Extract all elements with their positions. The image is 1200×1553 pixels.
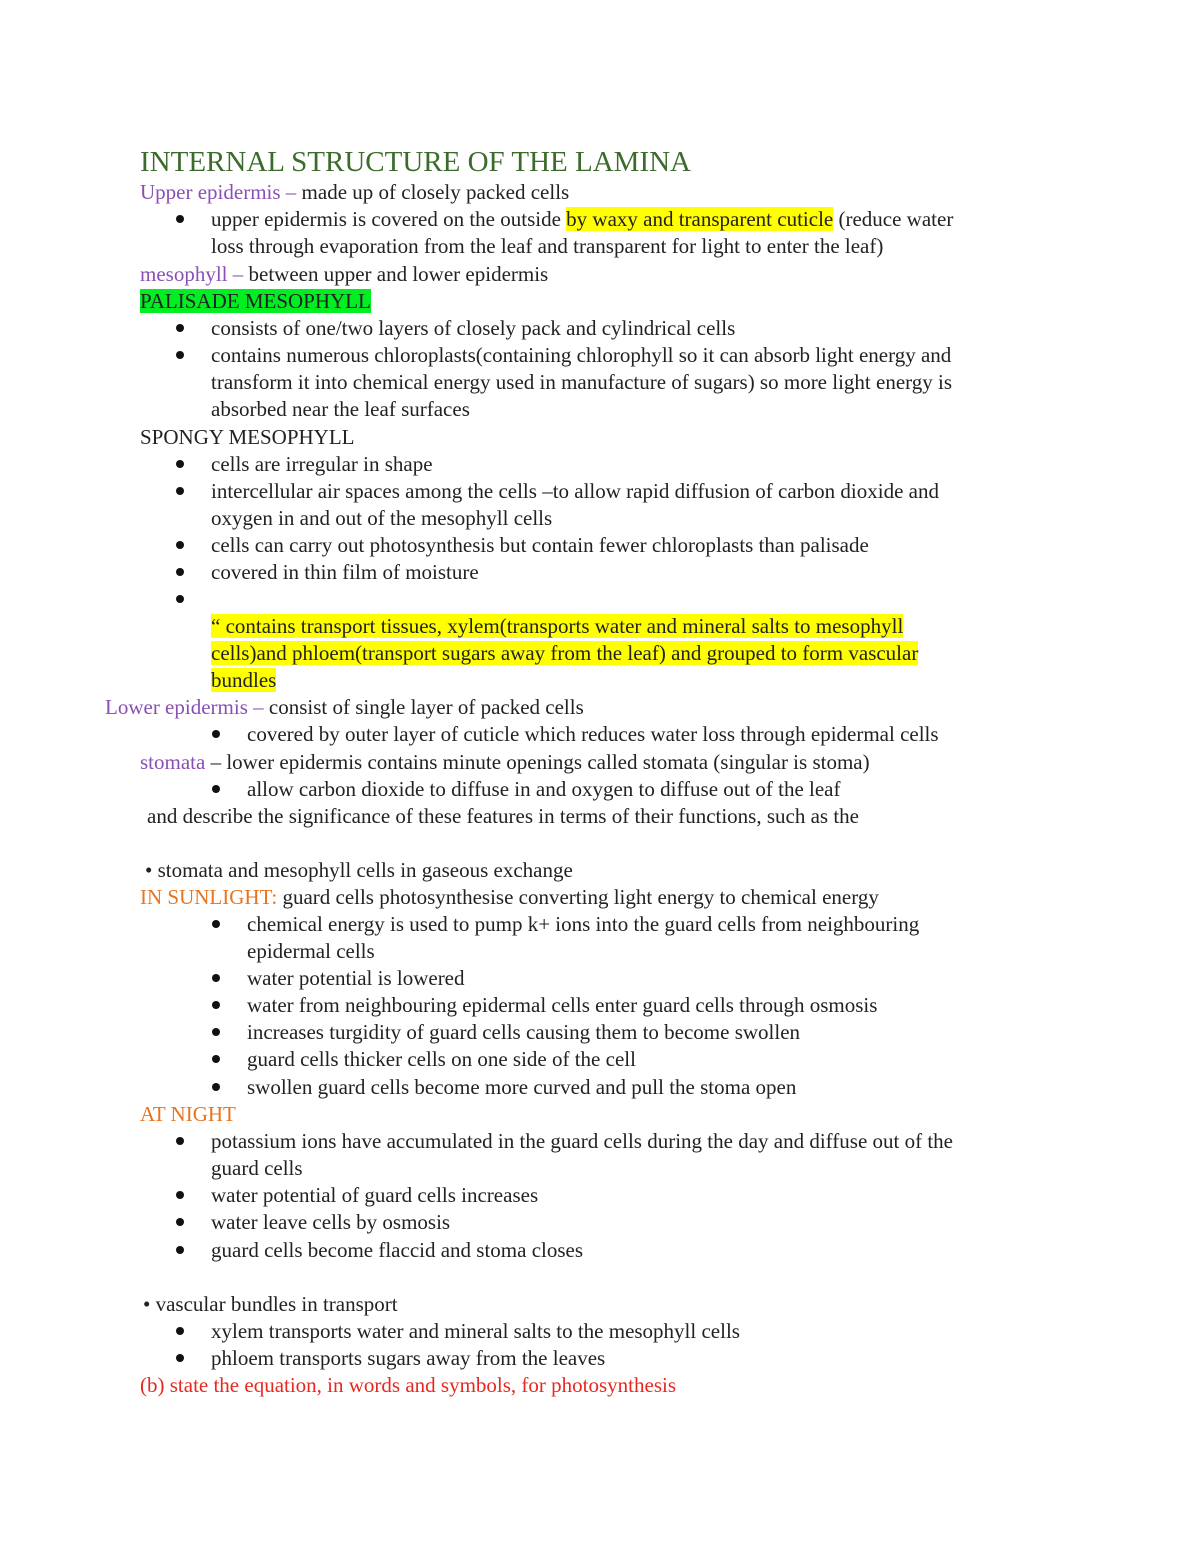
list-item: potassium ions have accumulated in the guard cells during the day and diffuse out of the bbox=[211, 1129, 954, 1153]
list-item: allow carbon dioxide to diffuse in and oxygen to diffuse out of the leaf bbox=[247, 777, 841, 801]
list-item: water leave cells by osmosis bbox=[211, 1210, 451, 1234]
bullet-icon bbox=[176, 324, 184, 332]
bullet-icon bbox=[212, 1028, 220, 1036]
bullet-icon bbox=[212, 1083, 220, 1091]
bullet-icon bbox=[176, 541, 184, 549]
gaseous-exchange-heading: • stomata and mesophyll cells in gaseous exchange bbox=[145, 858, 573, 882]
list-item: xylem transports water and mineral salts to the mesophyll cells bbox=[211, 1319, 740, 1343]
bullet-icon bbox=[176, 1218, 184, 1226]
list-item: covered in thin film of moisture bbox=[211, 560, 479, 584]
bullet-icon bbox=[176, 568, 184, 576]
quote-line bbox=[211, 613, 903, 639]
bullet-icon bbox=[176, 460, 184, 468]
list-item: water potential is lowered bbox=[247, 966, 465, 990]
list-item: guard cells become flaccid and stoma closes bbox=[211, 1238, 584, 1262]
bullet-icon bbox=[212, 1001, 220, 1009]
vascular-heading: • vascular bundles in transport bbox=[143, 1292, 398, 1316]
list-item-continuation: loss through evaporation from the leaf and transparent for light to enter the leaf) bbox=[211, 234, 884, 258]
upper-epidermis-line bbox=[140, 179, 569, 205]
list-item: water potential of guard cells increases bbox=[211, 1183, 539, 1207]
list-item: phloem transports sugars away from the leaves bbox=[211, 1346, 606, 1370]
upper-bullet-text: upper epidermis is covered on the outside bbox=[211, 207, 567, 231]
list-item: guard cells thicker cells on one side of the cell bbox=[247, 1047, 636, 1071]
spongy-heading: SPONGY MESOPHYLL bbox=[140, 425, 355, 449]
upper-epidermis-desc: made up of closely packed cells bbox=[296, 180, 570, 204]
mesophyll-term: mesophyll – bbox=[140, 262, 244, 286]
bullet-icon bbox=[176, 1354, 184, 1362]
cuticle-highlight: by waxy and transparent cuticle bbox=[566, 207, 834, 231]
sunlight-desc: guard cells photosynthesise converting light energy to chemical energy bbox=[277, 885, 879, 909]
question-line: (b) state the equation, in words and symbols, for photosynthesis bbox=[140, 1373, 677, 1397]
bullet-icon bbox=[176, 215, 184, 223]
stomata-line bbox=[140, 749, 870, 775]
mesophyll-desc: between upper and lower epidermis bbox=[243, 262, 549, 286]
sunlight-term: IN SUNLIGHT: bbox=[140, 885, 278, 909]
list-item: covered by outer layer of cuticle which reduces water loss through epidermal cells bbox=[247, 722, 939, 746]
sunlight-line bbox=[140, 884, 879, 910]
palisade-heading-line bbox=[140, 288, 371, 314]
palisade-heading: PALISADE MESOPHYLL bbox=[140, 289, 371, 313]
mesophyll-line bbox=[140, 261, 548, 287]
list-item: intercellular air spaces among the cells –to allow rapid diffusion of carbon dioxide and bbox=[211, 479, 939, 503]
upper-bullet-text-end: (reduce water bbox=[833, 207, 954, 231]
describe-line: and describe the significance of these features in terms of their functions, such as the bbox=[147, 804, 860, 828]
lower-epidermis-line bbox=[105, 694, 584, 720]
quote-line bbox=[211, 667, 276, 693]
lower-epidermis-desc: consist of single layer of packed cells bbox=[263, 695, 584, 719]
bullet-icon bbox=[212, 974, 220, 982]
upper-epidermis-term: Upper epidermis – bbox=[140, 180, 297, 204]
bullet-icon bbox=[212, 1055, 220, 1063]
list-item-continuation: absorbed near the leaf surfaces bbox=[211, 397, 470, 421]
list-item: increases turgidity of guard cells causing them to become swollen bbox=[247, 1020, 801, 1044]
list-item-continuation: transform it into chemical energy used in manufacture of sugars) so more light energy is bbox=[211, 370, 953, 394]
bullet-icon bbox=[212, 920, 220, 928]
stomata-desc: – lower epidermis contains minute openings called stomata (singular is stoma) bbox=[205, 750, 870, 774]
lower-epidermis-term: Lower epidermis – bbox=[105, 695, 264, 719]
bullet-icon bbox=[176, 595, 184, 603]
list-item: swollen guard cells become more curved and pull the stoma open bbox=[247, 1075, 797, 1099]
list-item: cells can carry out photosynthesis but contain fewer chloroplasts than palisade bbox=[211, 533, 869, 557]
bullet-icon bbox=[176, 487, 184, 495]
bullet-icon bbox=[176, 1191, 184, 1199]
bullet-icon bbox=[212, 785, 220, 793]
transport-highlight: bundles bbox=[211, 668, 277, 692]
list-item: contains numerous chloroplasts(containing chlorophyll so it can absorb light energy and bbox=[211, 343, 952, 367]
bullet-icon bbox=[212, 730, 220, 738]
bullet-icon bbox=[176, 351, 184, 359]
list-item-continuation: guard cells bbox=[211, 1156, 303, 1180]
list-item-continuation: epidermal cells bbox=[247, 939, 375, 963]
bullet-icon bbox=[176, 1327, 184, 1335]
list-item bbox=[211, 206, 953, 232]
list-item: chemical energy is used to pump k+ ions into the guard cells from neighbouring bbox=[247, 912, 920, 936]
page-title: INTERNAL STRUCTURE OF THE LAMINA bbox=[140, 146, 691, 178]
list-item: consists of one/two layers of closely pack and cylindrical cells bbox=[211, 316, 736, 340]
quote-line bbox=[211, 640, 918, 666]
night-heading: AT NIGHT bbox=[140, 1102, 236, 1126]
list-item: water from neighbouring epidermal cells enter guard cells through osmosis bbox=[247, 993, 878, 1017]
list-item: cells are irregular in shape bbox=[211, 452, 433, 476]
bullet-icon bbox=[176, 1137, 184, 1145]
list-item-continuation: oxygen in and out of the mesophyll cells bbox=[211, 506, 553, 530]
stomata-term: stomata bbox=[140, 750, 206, 774]
bullet-icon bbox=[176, 1246, 184, 1254]
transport-highlight: “ contains transport tissues, xylem(transports water and mineral salts to mesophyll bbox=[211, 614, 904, 638]
transport-highlight: cells)and phloem(transport sugars away from the leaf) and grouped to form vascular bbox=[211, 641, 919, 665]
